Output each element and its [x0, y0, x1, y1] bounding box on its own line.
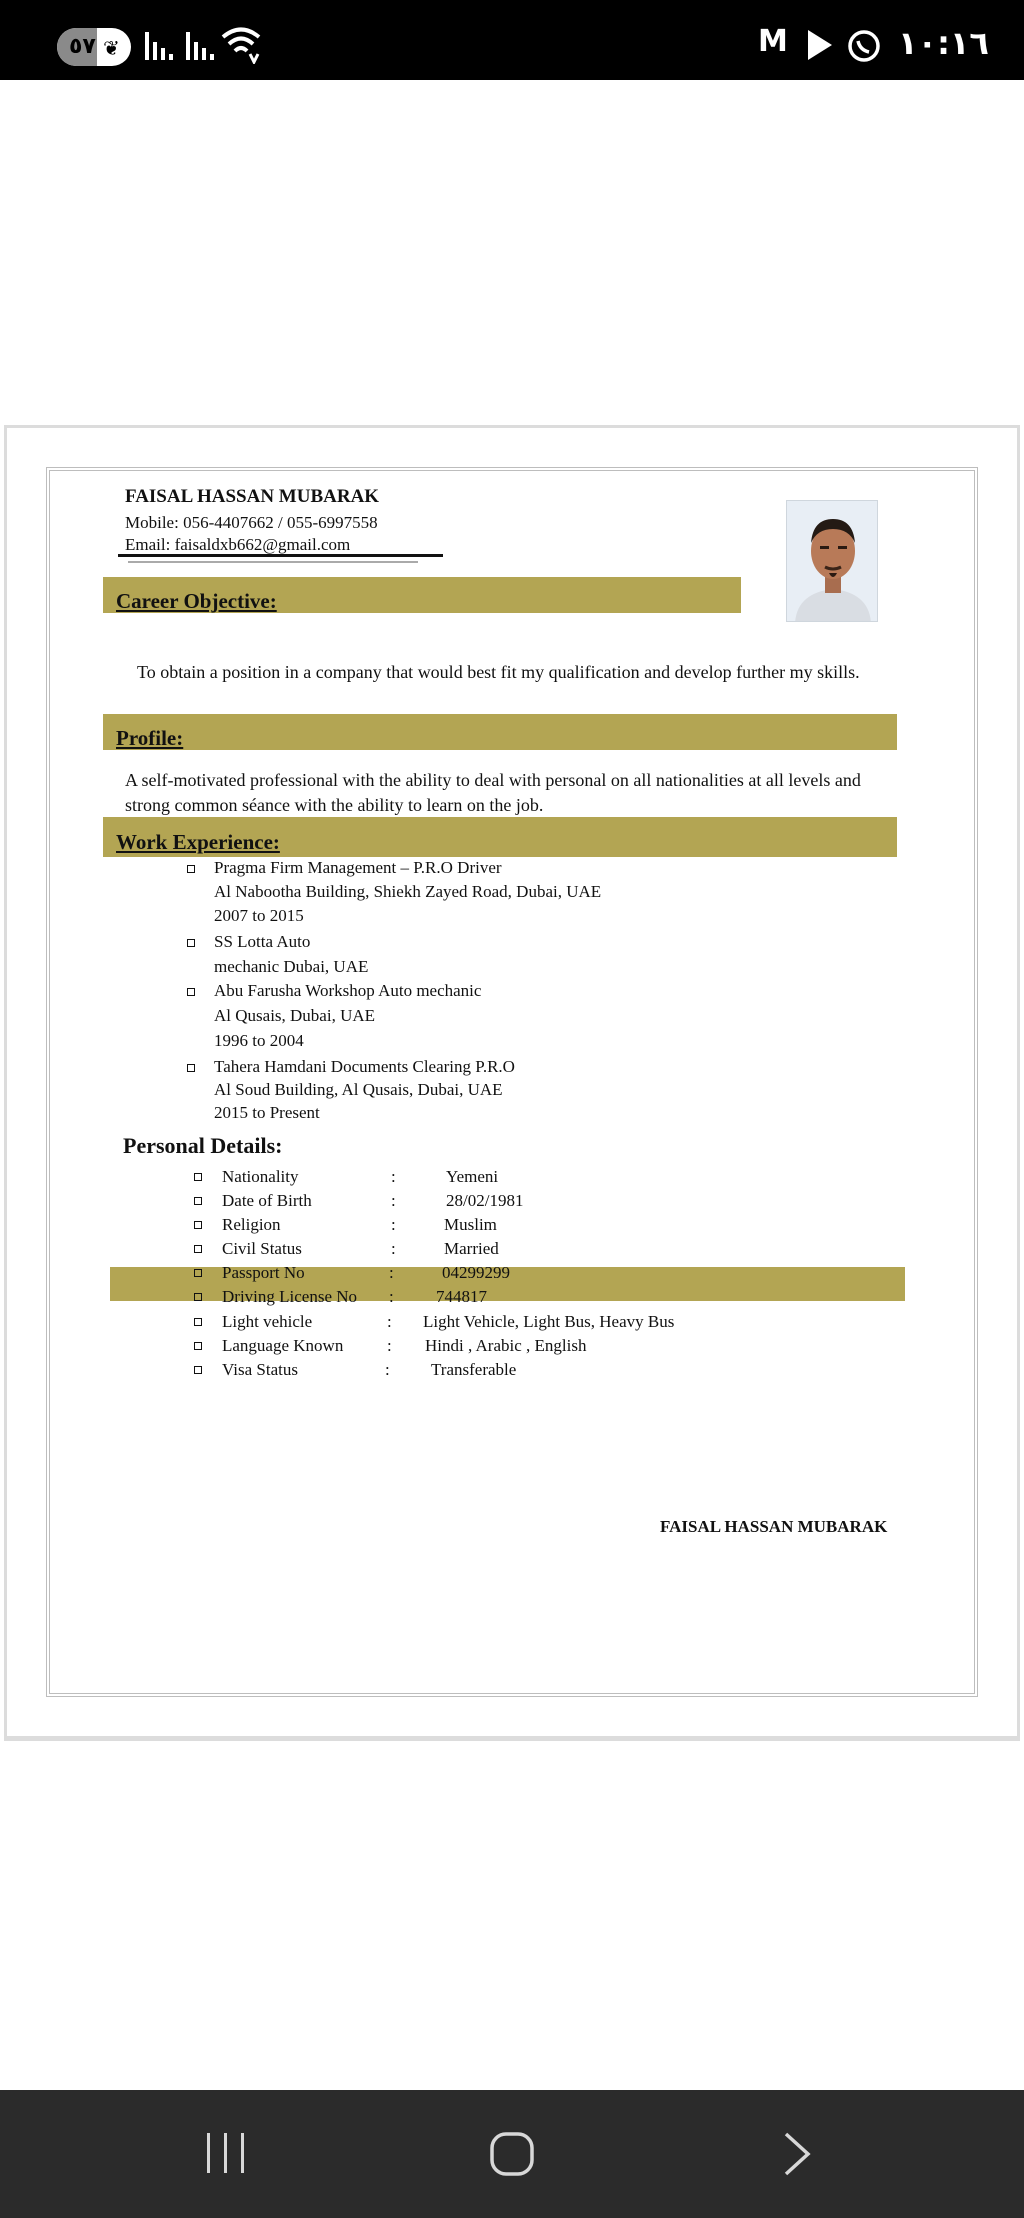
- work-item-3-line-2: Al Qusais, Dubai, UAE: [214, 1006, 376, 1025]
- work-item-2-line-1: SS Lotta Auto: [214, 932, 311, 951]
- work-experience-title: Work Experience:: [116, 830, 280, 854]
- navigation-bar: [0, 2090, 1024, 2218]
- detail-sep: :: [385, 1360, 390, 1379]
- work-item-2-line-2: mechanic Dubai, UAE: [214, 957, 369, 976]
- profile-band: [103, 714, 897, 750]
- detail-value-religion: Muslim: [444, 1215, 497, 1234]
- detail-label-language-known: Language Known: [222, 1336, 344, 1355]
- detail-value-driving-license-no: 744817: [436, 1287, 487, 1306]
- underline-divider-secondary: [128, 561, 418, 563]
- list-bullet: [187, 988, 195, 996]
- signal-icon: [184, 30, 218, 62]
- resume-name: FAISAL HASSAN MUBARAK: [125, 486, 380, 507]
- resume-email: Email: faisaldxb662@gmail.com: [125, 535, 351, 554]
- signature-name: FAISAL HASSAN MUBARAK: [660, 1517, 888, 1536]
- battery-saver-icon: ❦: [103, 36, 120, 60]
- list-bullet: [187, 1064, 195, 1072]
- clock: ١٠:١٦: [898, 24, 989, 62]
- detail-label-civil-status: Civil Status: [222, 1239, 302, 1258]
- detail-value-light-vehicle: Light Vehicle, Light Bus, Heavy Bus: [423, 1312, 675, 1331]
- play-icon: [804, 28, 836, 62]
- whatsapp-icon: [846, 28, 882, 64]
- wifi-icon: [220, 24, 262, 64]
- detail-label-passport-no: Passport No: [222, 1263, 305, 1282]
- battery-indicator: [57, 28, 131, 66]
- detail-value-civil-status: Married: [444, 1239, 499, 1258]
- detail-sep: :: [389, 1287, 394, 1306]
- detail-sep: :: [391, 1191, 396, 1210]
- detail-label-religion: Religion: [222, 1215, 281, 1234]
- detail-value-passport-no: 04299299: [442, 1263, 510, 1282]
- work-item-4-line-2: Al Soud Building, Al Qusais, Dubai, UAE: [214, 1080, 503, 1099]
- list-bullet: [194, 1197, 202, 1205]
- work-item-1-line-1: Pragma Firm Management – P.R.O Driver: [214, 858, 502, 877]
- underline-divider: [118, 554, 443, 557]
- work-item-1-line-3: 2007 to 2015: [214, 906, 304, 925]
- detail-value-language-known: Hindi , Arabic , English: [425, 1336, 587, 1355]
- detail-sep: :: [391, 1239, 396, 1258]
- resume-mobile: Mobile: 056-4407662 / 055-6997558: [125, 513, 378, 532]
- profile-title: Profile:: [116, 726, 184, 750]
- detail-label-nationality: Nationality: [222, 1167, 299, 1186]
- work-item-4-line-1: Tahera Hamdani Documents Clearing P.R.O: [214, 1057, 515, 1076]
- list-bullet: [194, 1221, 202, 1229]
- document-border: [46, 467, 978, 1697]
- list-bullet: [194, 1366, 202, 1374]
- home-icon[interactable]: [488, 2130, 536, 2178]
- list-bullet: [194, 1342, 202, 1350]
- list-bullet: [187, 939, 195, 947]
- list-bullet: [194, 1269, 202, 1277]
- profile-photo: [786, 500, 878, 622]
- detail-value-date-of-birth: 28/02/1981: [446, 1191, 524, 1210]
- detail-value-visa-status: Transferable: [431, 1360, 517, 1379]
- detail-label-driving-license-no: Driving License No: [222, 1287, 358, 1306]
- list-bullet: [194, 1173, 202, 1181]
- detail-sep: :: [389, 1263, 394, 1282]
- work-item-3-line-1: Abu Farusha Workshop Auto mechanic: [214, 981, 482, 1000]
- back-icon[interactable]: [780, 2130, 814, 2178]
- profile-text: A self-motivated professional with the ability to deal with personal on all nationalities at all levels and strong common séance with the ability to learn on the job.: [125, 770, 861, 815]
- detail-sep: :: [391, 1167, 396, 1186]
- detail-sep: :: [387, 1312, 392, 1331]
- list-bullet: [194, 1245, 202, 1253]
- work-item-3-line-3: 1996 to 2004: [214, 1031, 304, 1050]
- detail-sep: :: [387, 1336, 392, 1355]
- detail-label-date-of-birth: Date of Birth: [222, 1191, 312, 1210]
- detail-label-light-vehicle: Light vehicle: [222, 1312, 313, 1331]
- list-bullet: [187, 865, 195, 873]
- list-bullet: [194, 1293, 202, 1301]
- work-item-4-line-3: 2015 to Present: [214, 1103, 320, 1122]
- battery-level: ٥٧: [69, 34, 96, 59]
- detail-value-nationality: Yemeni: [446, 1167, 499, 1186]
- gmail-icon: M: [758, 24, 788, 59]
- signal-icon: [143, 30, 177, 62]
- work-item-1-line-2: Al Nabootha Building, Shiekh Zayed Road, Dubai, UAE: [214, 882, 602, 901]
- detail-label-visa-status: Visa Status: [222, 1360, 298, 1379]
- status-bar: [0, 0, 1024, 80]
- career-objective-title: Career Objective:: [116, 589, 277, 613]
- personal-details-title: Personal Details:: [123, 1133, 283, 1158]
- detail-sep: :: [391, 1215, 396, 1234]
- career-objective-text: To obtain a position in a company that would best fit my qualification and develop further my skills.: [137, 662, 860, 682]
- list-bullet: [194, 1318, 202, 1326]
- recent-apps-icon[interactable]: [204, 2130, 248, 2176]
